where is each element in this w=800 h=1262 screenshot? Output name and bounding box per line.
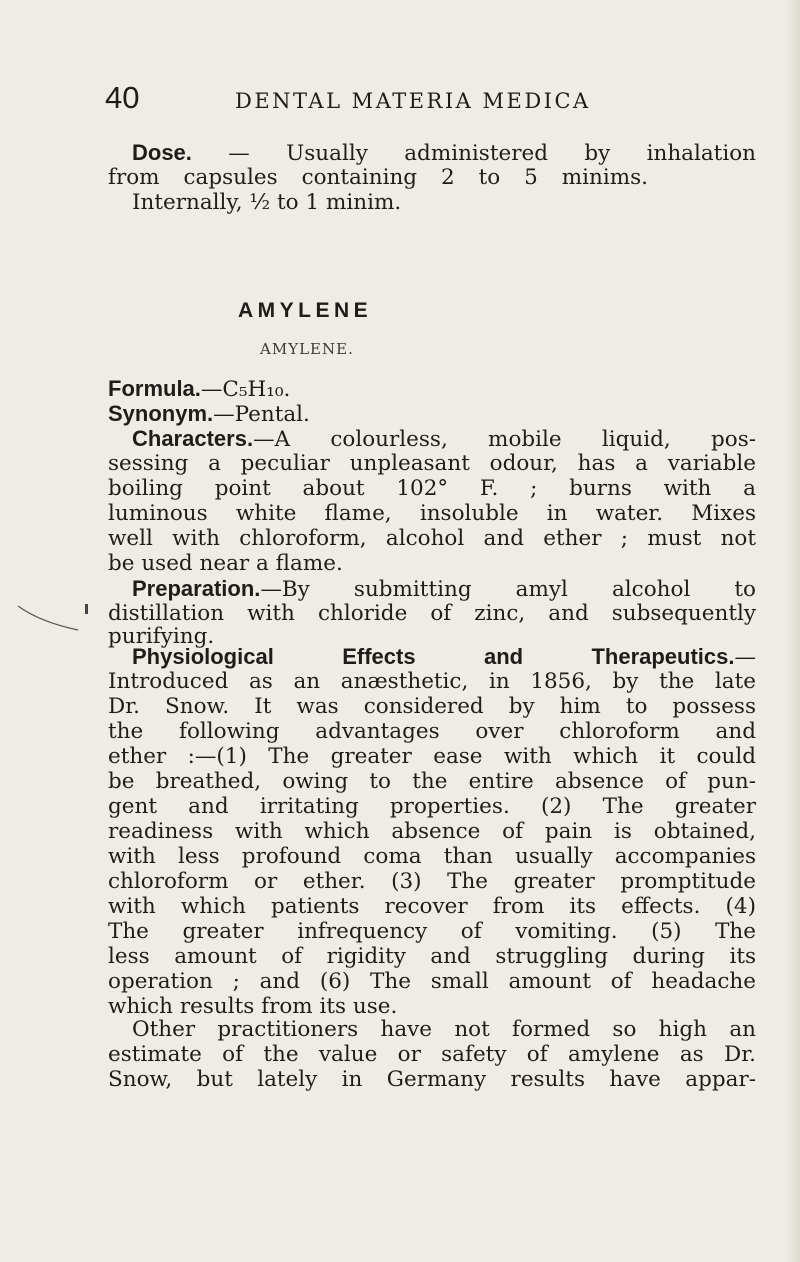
formula-label: Formula.	[108, 376, 201, 401]
physiological-line-14: operation ; and (6) The small amount of headache	[108, 969, 756, 994]
preparation-line-3: purifying.	[108, 624, 215, 649]
physiological-line-8: readiness with which absence of pain is obtained,	[108, 819, 756, 844]
other-line-1: Other practitioners have not formed so high an	[132, 1017, 756, 1042]
preparation-label: Preparation.	[132, 576, 261, 601]
physiological-line-3: Dr. Snow. It was considered by him to possess	[108, 694, 756, 719]
physiological-line-6: be breathed, owing to the entire absence of pun-	[108, 769, 756, 794]
physiological-line-9: with less profound coma than usually accompanies	[108, 844, 756, 869]
characters-line-6: be used near a flame.	[108, 551, 343, 576]
other-line-2: estimate of the value or safety of amylene as Dr.	[108, 1042, 756, 1067]
physiological-line-10: chloroform or ether. (3) The greater promptitude	[108, 869, 756, 894]
section-heading: AMYLENE	[238, 299, 373, 322]
running-head: DENTAL MATERIA MEDICA	[235, 89, 591, 113]
margin-tick-mark	[85, 604, 88, 614]
dose-line-3: Internally, ½ to 1 minim.	[132, 190, 402, 215]
physiological-line-13: less amount of rigidity and struggling during its	[108, 944, 756, 969]
physiological-line-7: gent and irritating properties. (2) The greater	[108, 794, 756, 819]
physiological-line-1: Physiological Effects and Therapeutics.—	[132, 644, 756, 670]
dose-label: Dose.	[132, 140, 192, 165]
synonym-line: Synonym.—Pental.	[108, 401, 310, 427]
page-header	[105, 80, 745, 120]
physiological-line-2: Introduced as an anæsthetic, in 1856, by the late	[108, 669, 756, 694]
physiological-line-11: with which patients recover from its effects. (4)	[108, 894, 756, 919]
formula-line: Formula.—C₅H₁₀.	[108, 376, 291, 402]
physiological-line-5: ether :—(1) The greater ease with which it could	[108, 744, 756, 769]
dose-line-1: Dose. — Usually administered by inhalation	[132, 140, 756, 166]
physiological-line-4: the following advantages over chloroform and	[108, 719, 756, 744]
preparation-line-2: distillation with chloride of zinc, and subsequently	[108, 601, 756, 626]
characters-line-5: well with chloroform, alcohol and ether ; must not	[108, 526, 756, 551]
preparation-line-1: Preparation.—By submitting amyl alcohol to	[132, 576, 756, 602]
physiological-label: Physiological Effects and Therapeutics.	[132, 644, 735, 669]
section-subheading: AMYLENE.	[260, 340, 354, 358]
other-line-3: Snow, but lately in Germany results have appar-	[108, 1067, 756, 1092]
physiological-line-12: The greater infrequency of vomiting. (5) The	[108, 919, 756, 944]
dose-line-2: from capsules containing 2 to 5 minims.	[108, 165, 648, 190]
synonym-label: Synonym.	[108, 401, 214, 426]
characters-line-4: luminous white flame, insoluble in water. Mixes	[108, 501, 756, 526]
characters-line-3: boiling point about 102° F. ; burns with a	[108, 476, 756, 501]
characters-line-2: sessing a peculiar unpleasant odour, has a variable	[108, 451, 756, 476]
characters-line-1: Characters.—A colourless, mobile liquid, pos-	[132, 426, 756, 452]
page-number: 40	[105, 80, 140, 115]
physiological-line-15: which results from its use.	[108, 994, 398, 1019]
characters-label: Characters.	[132, 426, 254, 451]
